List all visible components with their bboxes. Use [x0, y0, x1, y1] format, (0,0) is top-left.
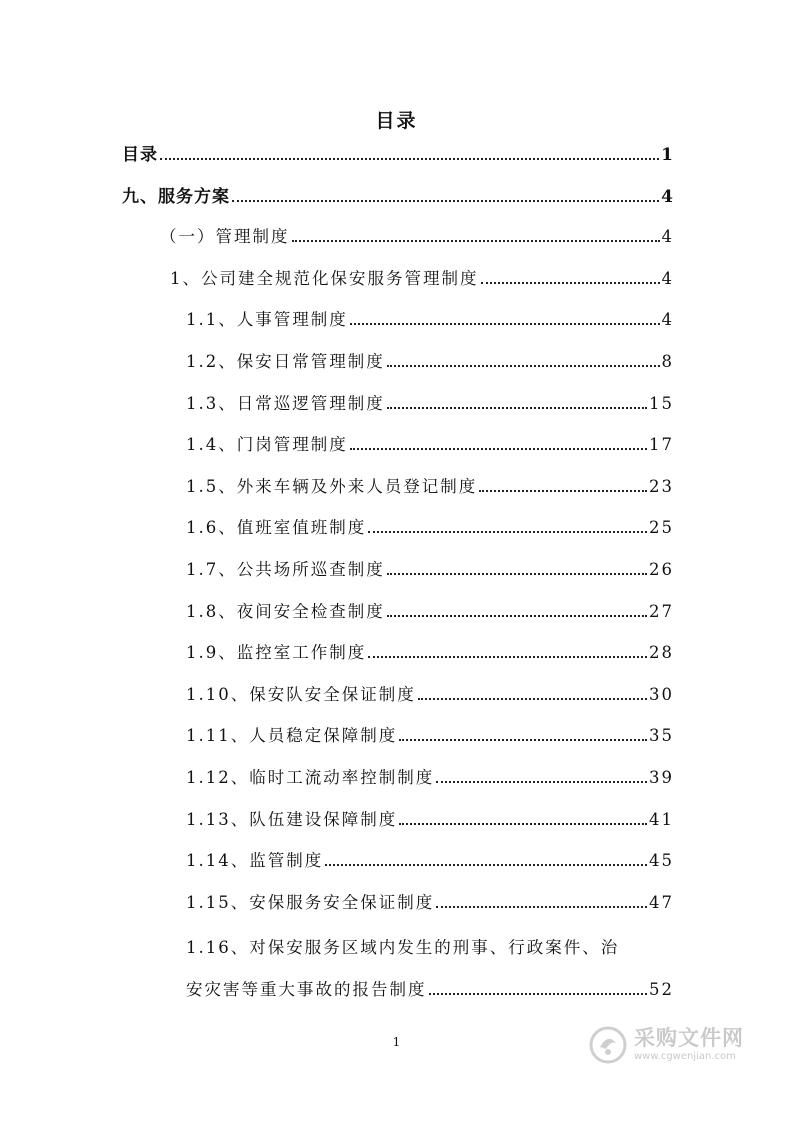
toc-entry-label: 1、公司建全规范化保安服务管理制度	[170, 268, 479, 288]
toc-entry-label: 1.1、人事管理制度	[186, 310, 348, 330]
toc-entry-page: 4	[661, 186, 674, 207]
dot-leader	[387, 615, 647, 617]
toc-entry-label: 1.14、监管制度	[186, 851, 324, 871]
toc-entry-page: 45	[649, 851, 674, 871]
toc-entry[interactable]	[186, 431, 674, 455]
dot-leader	[436, 906, 647, 908]
toc-entry[interactable]	[186, 639, 674, 663]
watermark	[588, 1025, 744, 1065]
toc-entry[interactable]	[122, 140, 674, 165]
dot-leader	[325, 864, 647, 866]
toc-entry-page: 35	[649, 726, 674, 746]
toc-entry[interactable]	[186, 598, 674, 622]
dot-leader	[479, 490, 647, 492]
toc-entry[interactable]	[170, 265, 674, 289]
toc-entry-page: 4	[661, 310, 674, 330]
toc-entry-label: 1.11、人员稳定保障制度	[186, 726, 398, 746]
toc-entry-page: 41	[649, 809, 674, 829]
toc-entry-page: 52	[649, 980, 674, 999]
toc-entry[interactable]	[186, 889, 674, 913]
toc-entry[interactable]	[186, 514, 674, 538]
toc-entry[interactable]	[186, 556, 674, 580]
toc-entry-page: 8	[661, 352, 674, 371]
toc-entry[interactable]	[186, 847, 674, 871]
dot-leader	[481, 282, 660, 284]
dot-leader	[399, 739, 647, 741]
dot-leader	[350, 448, 647, 450]
watermark-logo-icon	[588, 1025, 628, 1065]
dot-leader	[292, 240, 660, 242]
toc-entry[interactable]	[186, 306, 674, 330]
toc-entry-page: 23	[649, 476, 674, 496]
toc-entry[interactable]	[186, 348, 674, 372]
dot-leader	[368, 656, 647, 658]
dot-leader	[232, 200, 659, 202]
toc-entry-label: 安灾害等重大事故的报告制度	[186, 980, 427, 999]
toc-entry-page: 26	[649, 560, 674, 579]
toc-entry-page: 47	[649, 892, 674, 912]
toc-entry-label: 1.13、队伍建设保障制度	[186, 809, 398, 829]
page-number: 1	[392, 1035, 401, 1049]
dot-leader	[387, 407, 647, 409]
toc-entry[interactable]	[122, 182, 674, 207]
toc-entry-label: 1.4、门岗管理制度	[186, 435, 348, 455]
page-title: 目录	[375, 110, 418, 132]
toc-entry-label: 1.3、日常巡逻管理制度	[186, 393, 385, 413]
toc-entry-page: 28	[649, 643, 674, 663]
toc-entry-label: 1.9、监控室工作制度	[186, 643, 367, 663]
toc-entry[interactable]	[186, 722, 674, 746]
toc-entry-label: 1.7、公共场所巡查制度	[186, 560, 385, 579]
toc-entry-page: 27	[649, 601, 674, 621]
dot-leader	[436, 781, 647, 783]
toc-entry-label: 1.6、值班室值班制度	[186, 518, 367, 538]
toc-entry-label: 1.15、安保服务安全保证制度	[186, 892, 435, 912]
toc-entry-label: 1.5、外来车辆及外来人员登记制度	[186, 476, 478, 496]
dot-leader	[387, 365, 660, 367]
toc-entry-label: 1.8、夜间安全检查制度	[186, 601, 385, 621]
toc-entry-page: 4	[661, 268, 674, 288]
toc-entry-page: 39	[649, 768, 674, 787]
toc-entry-page: 15	[649, 393, 674, 413]
toc-entry-label: 1.10、保安队安全保证制度	[186, 684, 416, 704]
toc-entry[interactable]	[186, 806, 674, 830]
dot-leader	[387, 573, 647, 575]
dot-leader	[368, 531, 647, 533]
toc-entry-label: 目录	[122, 145, 158, 165]
toc-entry[interactable]	[160, 223, 674, 247]
toc-entry-label: （一）管理制度	[160, 227, 290, 247]
dot-leader	[418, 698, 647, 700]
toc-entry-label: 1.2、保安日常管理制度	[186, 352, 385, 371]
watermark-cn: 采购文件网	[634, 1026, 744, 1050]
toc-entry-page: 25	[649, 518, 674, 538]
dot-leader	[399, 823, 647, 825]
toc-entry[interactable]	[186, 681, 674, 705]
dot-leader	[429, 993, 648, 995]
toc-entry[interactable]	[186, 764, 674, 788]
dot-leader	[350, 323, 660, 325]
watermark-en: www.cgwenjian.com	[634, 1051, 736, 1062]
toc-entry-page: 30	[649, 684, 674, 704]
toc-entry-wrapped-line1[interactable]: 1.16、对保安服务区域内发生的刑事、行政案件、治	[186, 938, 620, 957]
toc-entry-label: 1.12、临时工流动率控制制度	[186, 768, 435, 787]
toc-entry-page: 4	[661, 227, 674, 247]
toc-entry-page: 1	[661, 145, 674, 165]
toc-entry-label: 九、服务方案	[122, 186, 230, 207]
toc-entry-page: 17	[649, 435, 674, 455]
dot-leader	[160, 158, 659, 160]
toc-entry[interactable]	[186, 473, 674, 497]
toc-entry[interactable]	[186, 390, 674, 414]
toc-entry-wrapped[interactable]	[186, 976, 674, 1000]
